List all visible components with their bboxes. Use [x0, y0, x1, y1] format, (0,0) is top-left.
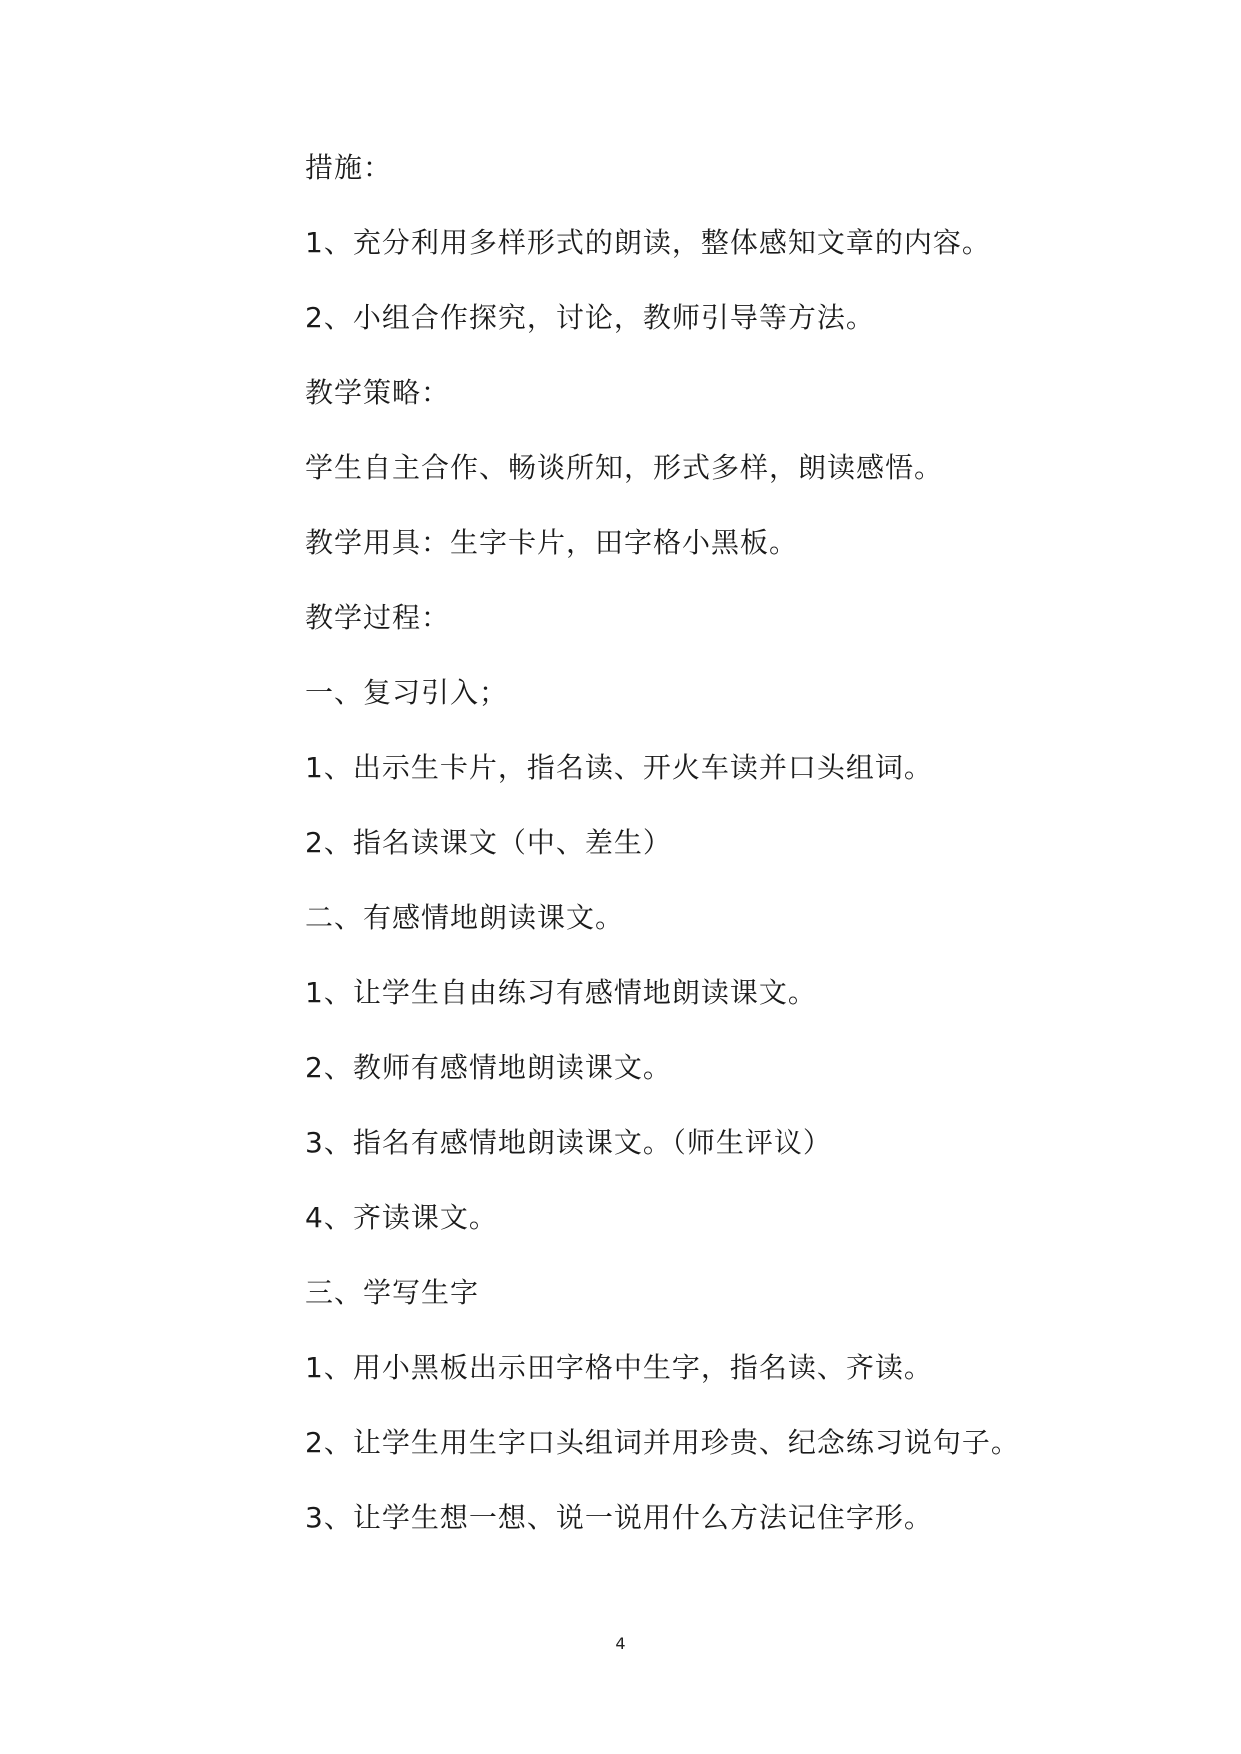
list-item: 3、让学生想一想、说一说用什么方法记住字形。: [305, 1501, 933, 1534]
list-item: 1、让学生自由练习有感情地朗读课文。: [305, 976, 817, 1009]
list-item: 1、出示生卡片，指名读、开火车读并口头组词。: [305, 751, 933, 784]
section-heading: 三、学写生字: [305, 1276, 480, 1309]
paragraph: 学生自主合作、畅谈所知，形式多样，朗读感悟。: [305, 451, 944, 484]
list-item: 2、指名读课文（中、差生）: [305, 826, 672, 859]
list-item: 2、让学生用生字口头组词并用珍贵、纪念练习说句子。: [305, 1426, 1020, 1459]
heading-teaching-process: 教学过程：: [305, 601, 451, 634]
section-heading: 二、有感情地朗读课文。: [305, 901, 625, 934]
list-item: 1、充分利用多样形式的朗读，整体感知文章的内容。: [305, 226, 991, 259]
paragraph-teaching-tools: 教学用具：生字卡片，田字格小黑板。: [305, 526, 799, 559]
list-item: 3、指名有感情地朗读课文。（师生评议）: [305, 1126, 832, 1159]
document-body: [305, 148, 1165, 1573]
list-item: 2、小组合作探究，讨论，教师引导等方法。: [305, 301, 875, 334]
section-heading: 一、复习引入；: [305, 676, 509, 709]
heading-measures: 措施：: [305, 151, 393, 184]
heading-teaching-strategy: 教学策略：: [305, 376, 451, 409]
list-item: 4、齐读课文。: [305, 1201, 498, 1234]
list-item: 1、用小黑板出示田字格中生字，指名读、齐读。: [305, 1351, 933, 1384]
list-item: 2、教师有感情地朗读课文。: [305, 1051, 672, 1084]
page-number: 4: [615, 1634, 626, 1653]
